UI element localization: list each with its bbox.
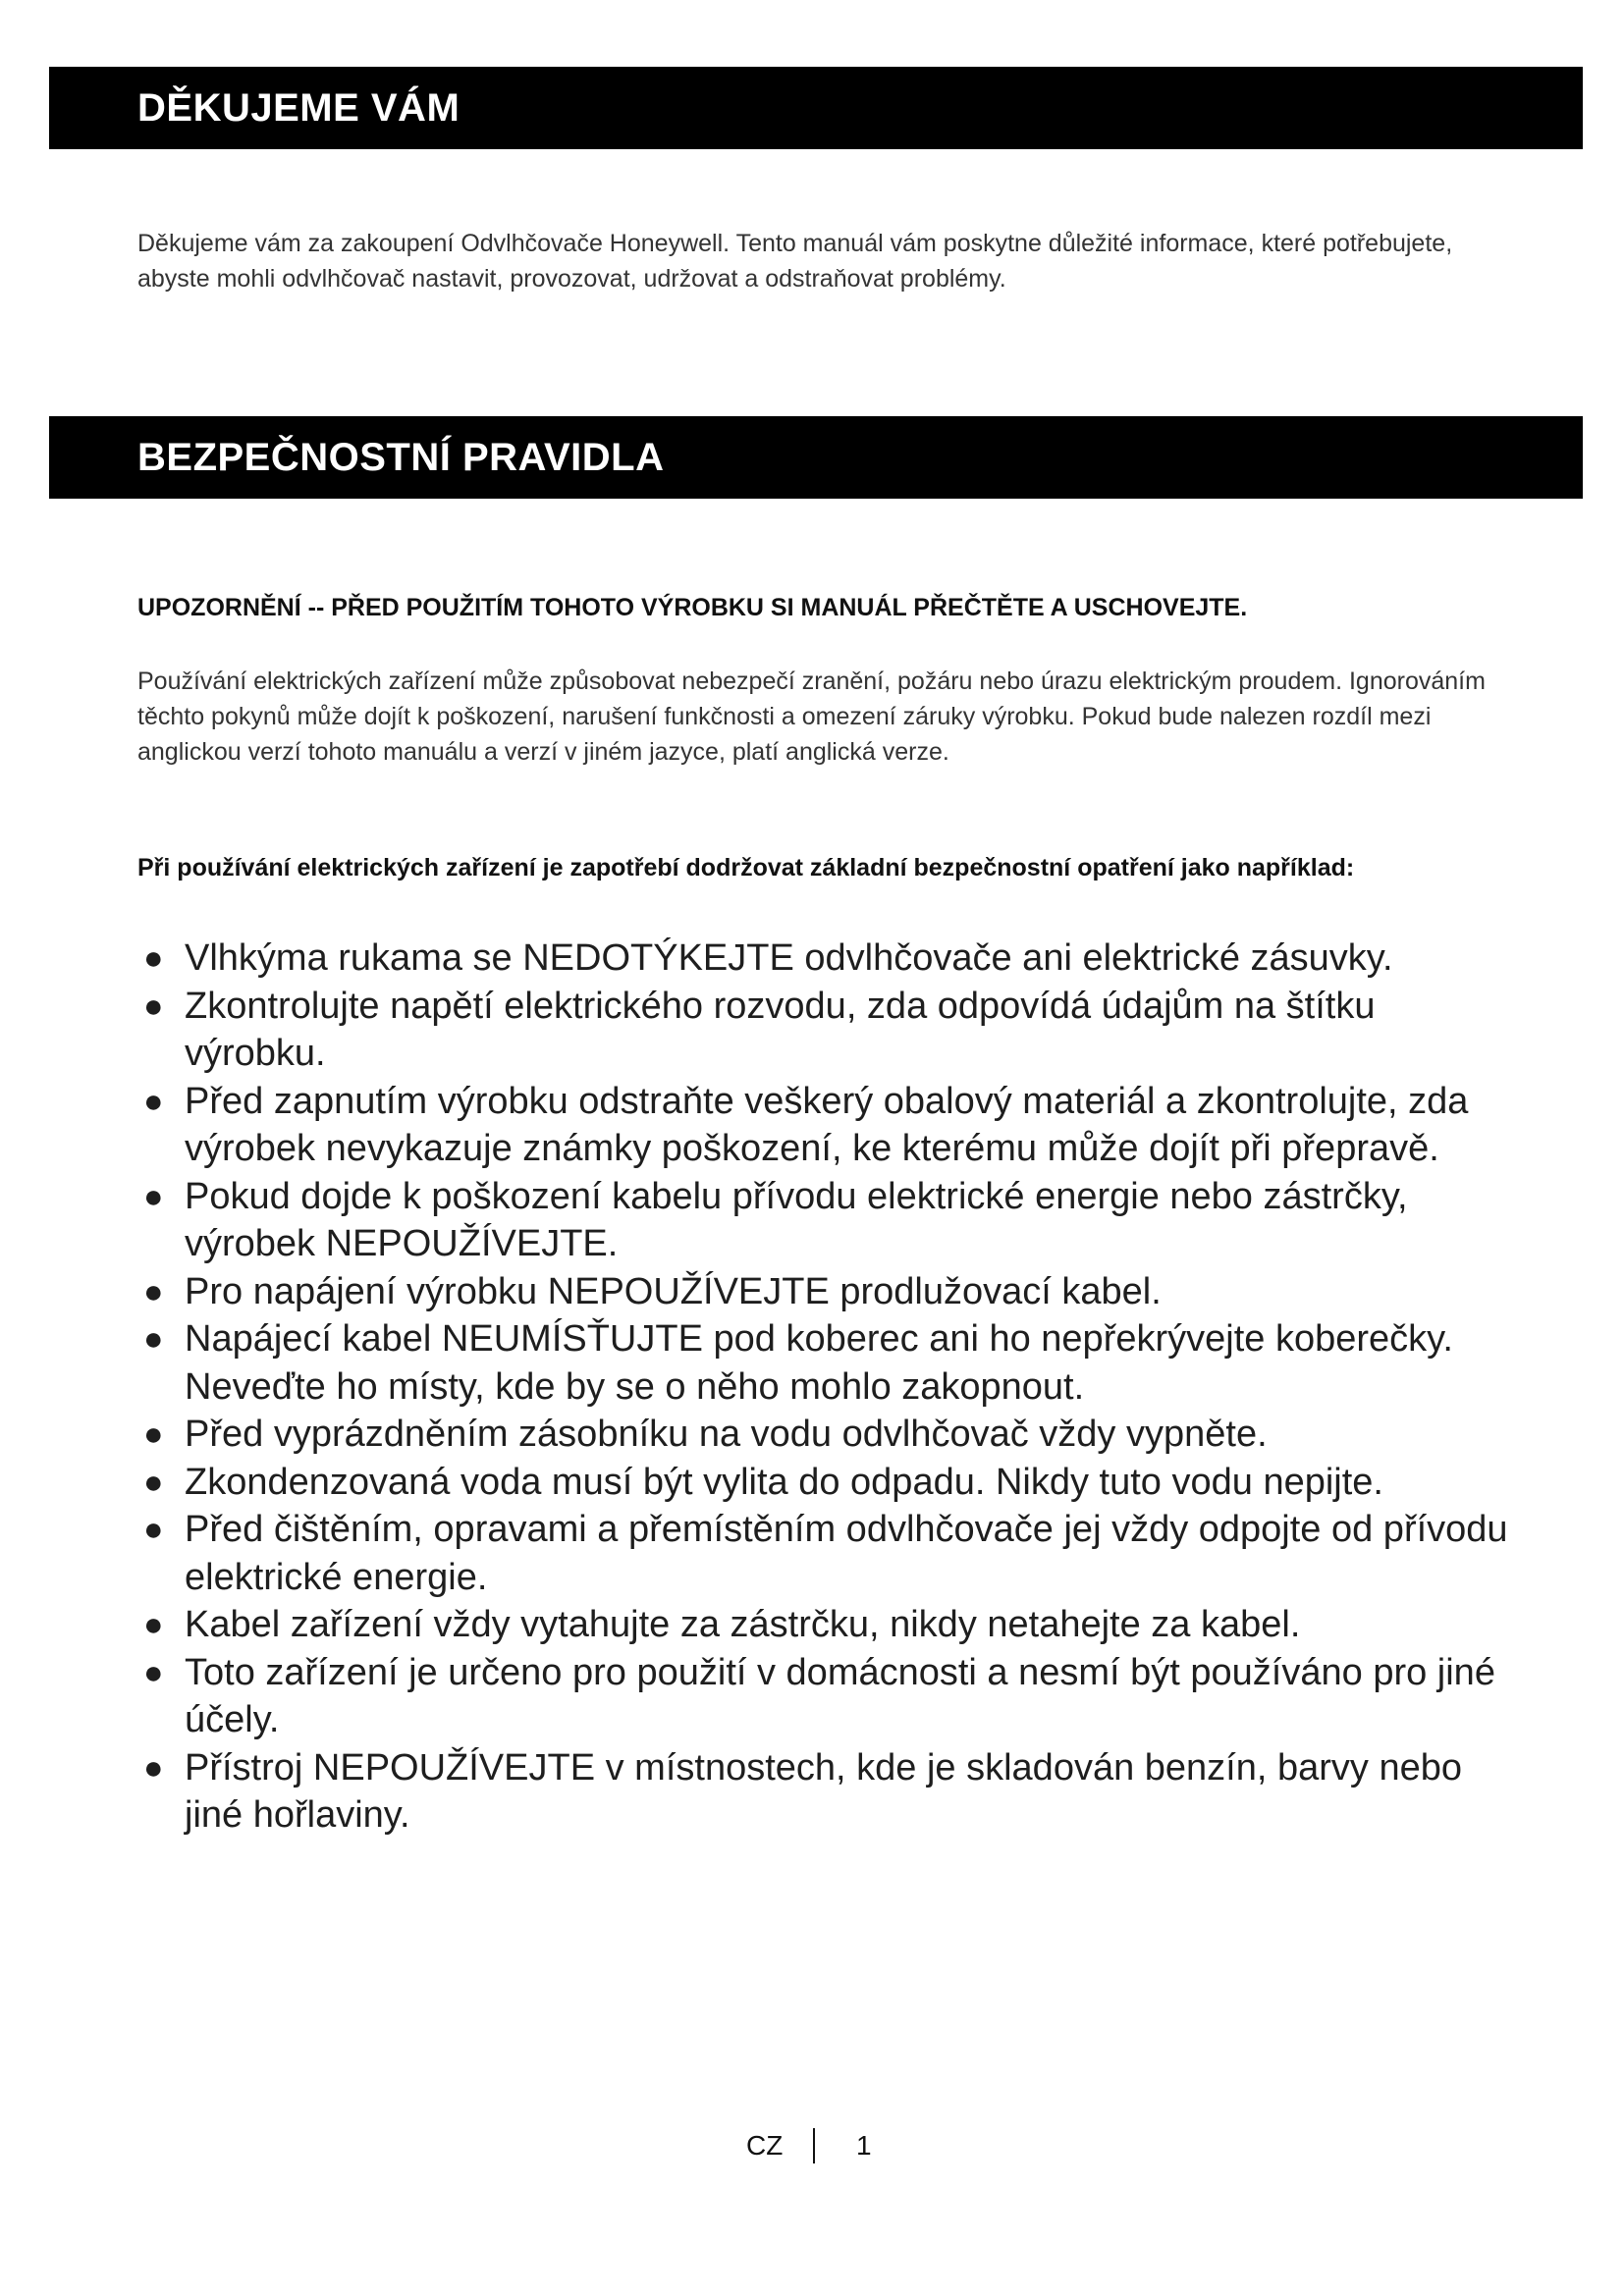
list-item xyxy=(137,1459,1512,1507)
bullet-icon: ● xyxy=(143,1748,164,1787)
bullet-icon: ● xyxy=(143,1415,164,1453)
list-item-text: Zkontrolujte napětí elektrického rozvodu, zda odpovídá údajům na štítku výrobku. xyxy=(185,985,1376,1074)
section-title-thanks: DĚKUJEME VÁM xyxy=(49,67,1583,149)
list-item-text: Před zapnutím výrobku odstraňte veškerý obalový materiál a zkontrolujte, zda výrobek nevykazuje známky poškození, ke kterému může dojít při přepravě. xyxy=(185,1080,1469,1169)
list-item-text: Přístroj NEPOUŽÍVEJTE v místnostech, kde je skladován benzín, barvy nebo jiné hořlaviny. xyxy=(185,1746,1462,1836)
bullet-icon: ● xyxy=(143,1463,164,1501)
list-item-text: Před vyprázdněním zásobníku na vodu odvlhčovač vždy vypněte. xyxy=(185,1414,1268,1455)
warning-heading: UPOZORNĚNÍ -- PŘED POUŽITÍM TOHOTO VÝROBKU SI MANUÁL PŘEČTĚTE A USCHOVEJTE. xyxy=(137,594,1248,621)
list-item xyxy=(137,1315,1512,1411)
list-item xyxy=(137,1601,1512,1649)
list-item xyxy=(137,1268,1512,1316)
footer-divider xyxy=(813,2128,815,2163)
bullet-icon: ● xyxy=(143,1177,164,1215)
list-item-text: Napájecí kabel NEUMÍSŤUJTE pod koberec ani ho nepřekrývejte koberečky. Neveďte ho místy, kde by se o něho mohlo zakopnout. xyxy=(185,1318,1453,1408)
bullet-icon: ● xyxy=(143,1320,164,1358)
list-item-text: Před čištěním, opravami a přemístěním odvlhčovače jej vždy odpojte od přívodu elektrické energie. xyxy=(185,1509,1508,1598)
bullet-icon: ● xyxy=(143,1272,164,1310)
list-item xyxy=(137,1649,1512,1744)
list-item xyxy=(137,934,1512,983)
list-item-text: Pro napájení výrobku NEPOUŽÍVEJTE prodlužovací kabel. xyxy=(185,1270,1162,1312)
safety-rules-list xyxy=(137,934,1512,1840)
list-item-text: Pokud dojde k poškození kabelu přívodu elektrické energie nebo zástrčky, výrobek NEPOUŽÍVEJTE. xyxy=(185,1175,1408,1264)
list-item-text: Kabel zařízení vždy vytahujte za zástrčku, nikdy netahejte za kabel. xyxy=(185,1604,1301,1645)
list-item xyxy=(137,1173,1512,1268)
page-number: 1 xyxy=(856,2130,872,2161)
bullet-icon: ● xyxy=(143,939,164,977)
list-item-text: Toto zařízení je určeno pro použití v domácnosti a nesmí být používáno pro jiné účely. xyxy=(185,1651,1495,1740)
intro-paragraph: Děkujeme vám za zakoupení Odvlhčovače Honeywell. Tento manuál vám poskytne důležité informace, které potřebujete, abyste mohli odvlhčovač nastavit, provozovat, udržovat a odstraňovat problémy. xyxy=(137,230,1453,293)
list-item xyxy=(137,1078,1512,1173)
list-item xyxy=(137,1506,1512,1601)
list-item-text: Vlhkýma rukama se NEDOTÝKEJTE odvlhčovače ani elektrické zásuvky. xyxy=(185,937,1393,979)
footer-language: CZ xyxy=(746,2130,784,2161)
page-footer xyxy=(0,2126,1624,2165)
list-item-text: Zkondenzovaná voda musí být vylita do odpadu. Nikdy tuto vodu nepijte. xyxy=(185,1461,1383,1503)
list-item xyxy=(137,983,1512,1078)
bullet-icon: ● xyxy=(143,1653,164,1691)
list-item xyxy=(137,1411,1512,1459)
bullet-icon: ● xyxy=(143,1511,164,1548)
list-item xyxy=(137,1744,1512,1840)
bullet-icon: ● xyxy=(143,1082,164,1120)
bullet-icon: ● xyxy=(143,1606,164,1643)
precautions-heading: Při používání elektrických zařízení je zapotřebí dodržovat základní bezpečnostní opatření jako například: xyxy=(137,854,1355,881)
bullet-icon: ● xyxy=(143,987,164,1025)
warning-paragraph: Používání elektrických zařízení může způsobovat nebezpečí zranění, požáru nebo úrazu elektrickým proudem. Ignorováním těchto pokynů může dojít k poškození, narušení funkčnosti a omezení záruky výrobku. Pokud bude nalezen rozdíl mezi anglickou verzí tohoto manuálu a verzí v jiném jazyce, platí anglická verze. xyxy=(137,667,1486,766)
section-title-safety: BEZPEČNOSTNÍ PRAVIDLA xyxy=(49,416,1583,499)
